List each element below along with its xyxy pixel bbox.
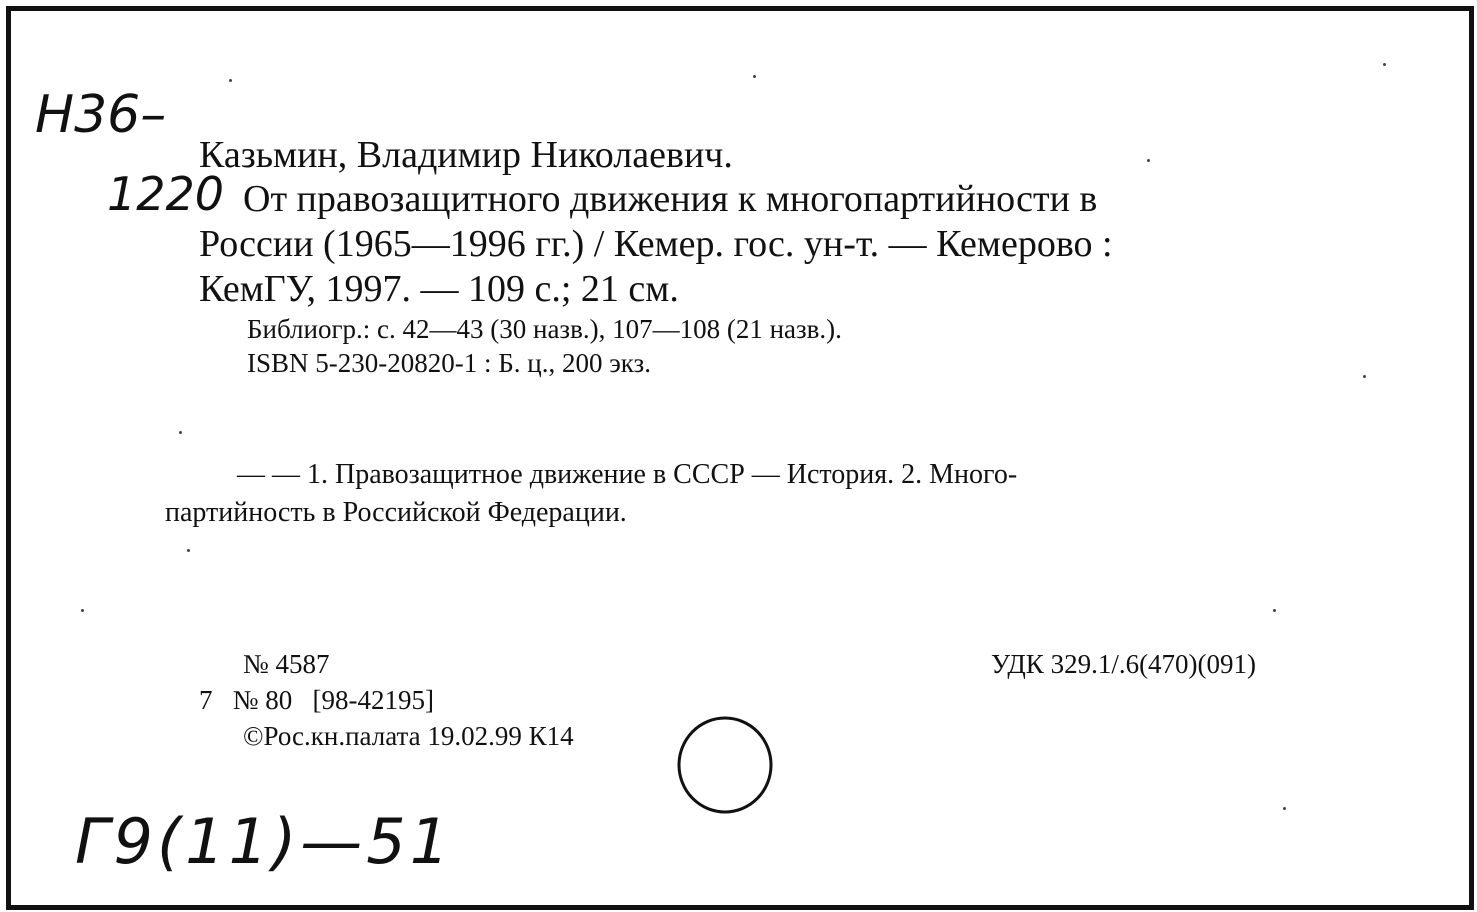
drawn-circle (673, 713, 777, 817)
handwritten-bottom-mark: Г9(11)—51 (75, 805, 454, 878)
title-line-2: России (1965—1996 гг.) / Кемер. гос. ун-т. — Кемерово : (199, 223, 1113, 265)
author-heading: Казьмин, Владимир Николаевич. (199, 134, 733, 176)
scan-speck (1383, 63, 1386, 66)
udc-code: УДК 329.1/.6(470)(091) (991, 649, 1257, 679)
scan-speck (1363, 375, 1366, 378)
scan-speck (753, 75, 756, 78)
record-number: № 4587 (243, 649, 330, 679)
copyright-line: ©Рос.кн.палата 19.02.99 К14 (243, 721, 574, 751)
bibliography-note: Библиогр.: с. 42—43 (30 назв.), 107—108 (21 назв.). (247, 314, 842, 344)
catalog-card (6, 6, 1474, 910)
subjects-line-1: — — 1. Правозащитное движение в СССР — История. 2. Много- (237, 459, 1018, 490)
subjects-line-2: партийность в Российской Федерации. (165, 497, 627, 528)
handwritten-shelf-mark-top: Н36– (35, 85, 167, 145)
scan-speck (81, 609, 84, 612)
isbn-note: ISBN 5-230-20820-1 : Б. ц., 200 экз. (247, 348, 651, 378)
scan-speck (229, 79, 232, 82)
scan-speck (187, 549, 190, 552)
scan-speck (1147, 159, 1150, 162)
scan-speck (179, 431, 182, 434)
card-number: 7 № 80 [98-42195] (199, 685, 434, 715)
handwritten-shelf-mark-number: 1220 (107, 167, 225, 221)
title-line-3: КемГУ, 1997. — 109 с.; 21 см. (199, 268, 679, 310)
scan-speck (1283, 807, 1286, 810)
scan-speck (1273, 609, 1276, 612)
title-line-1: От правозащитного движения к многопартийности в (243, 178, 1098, 220)
